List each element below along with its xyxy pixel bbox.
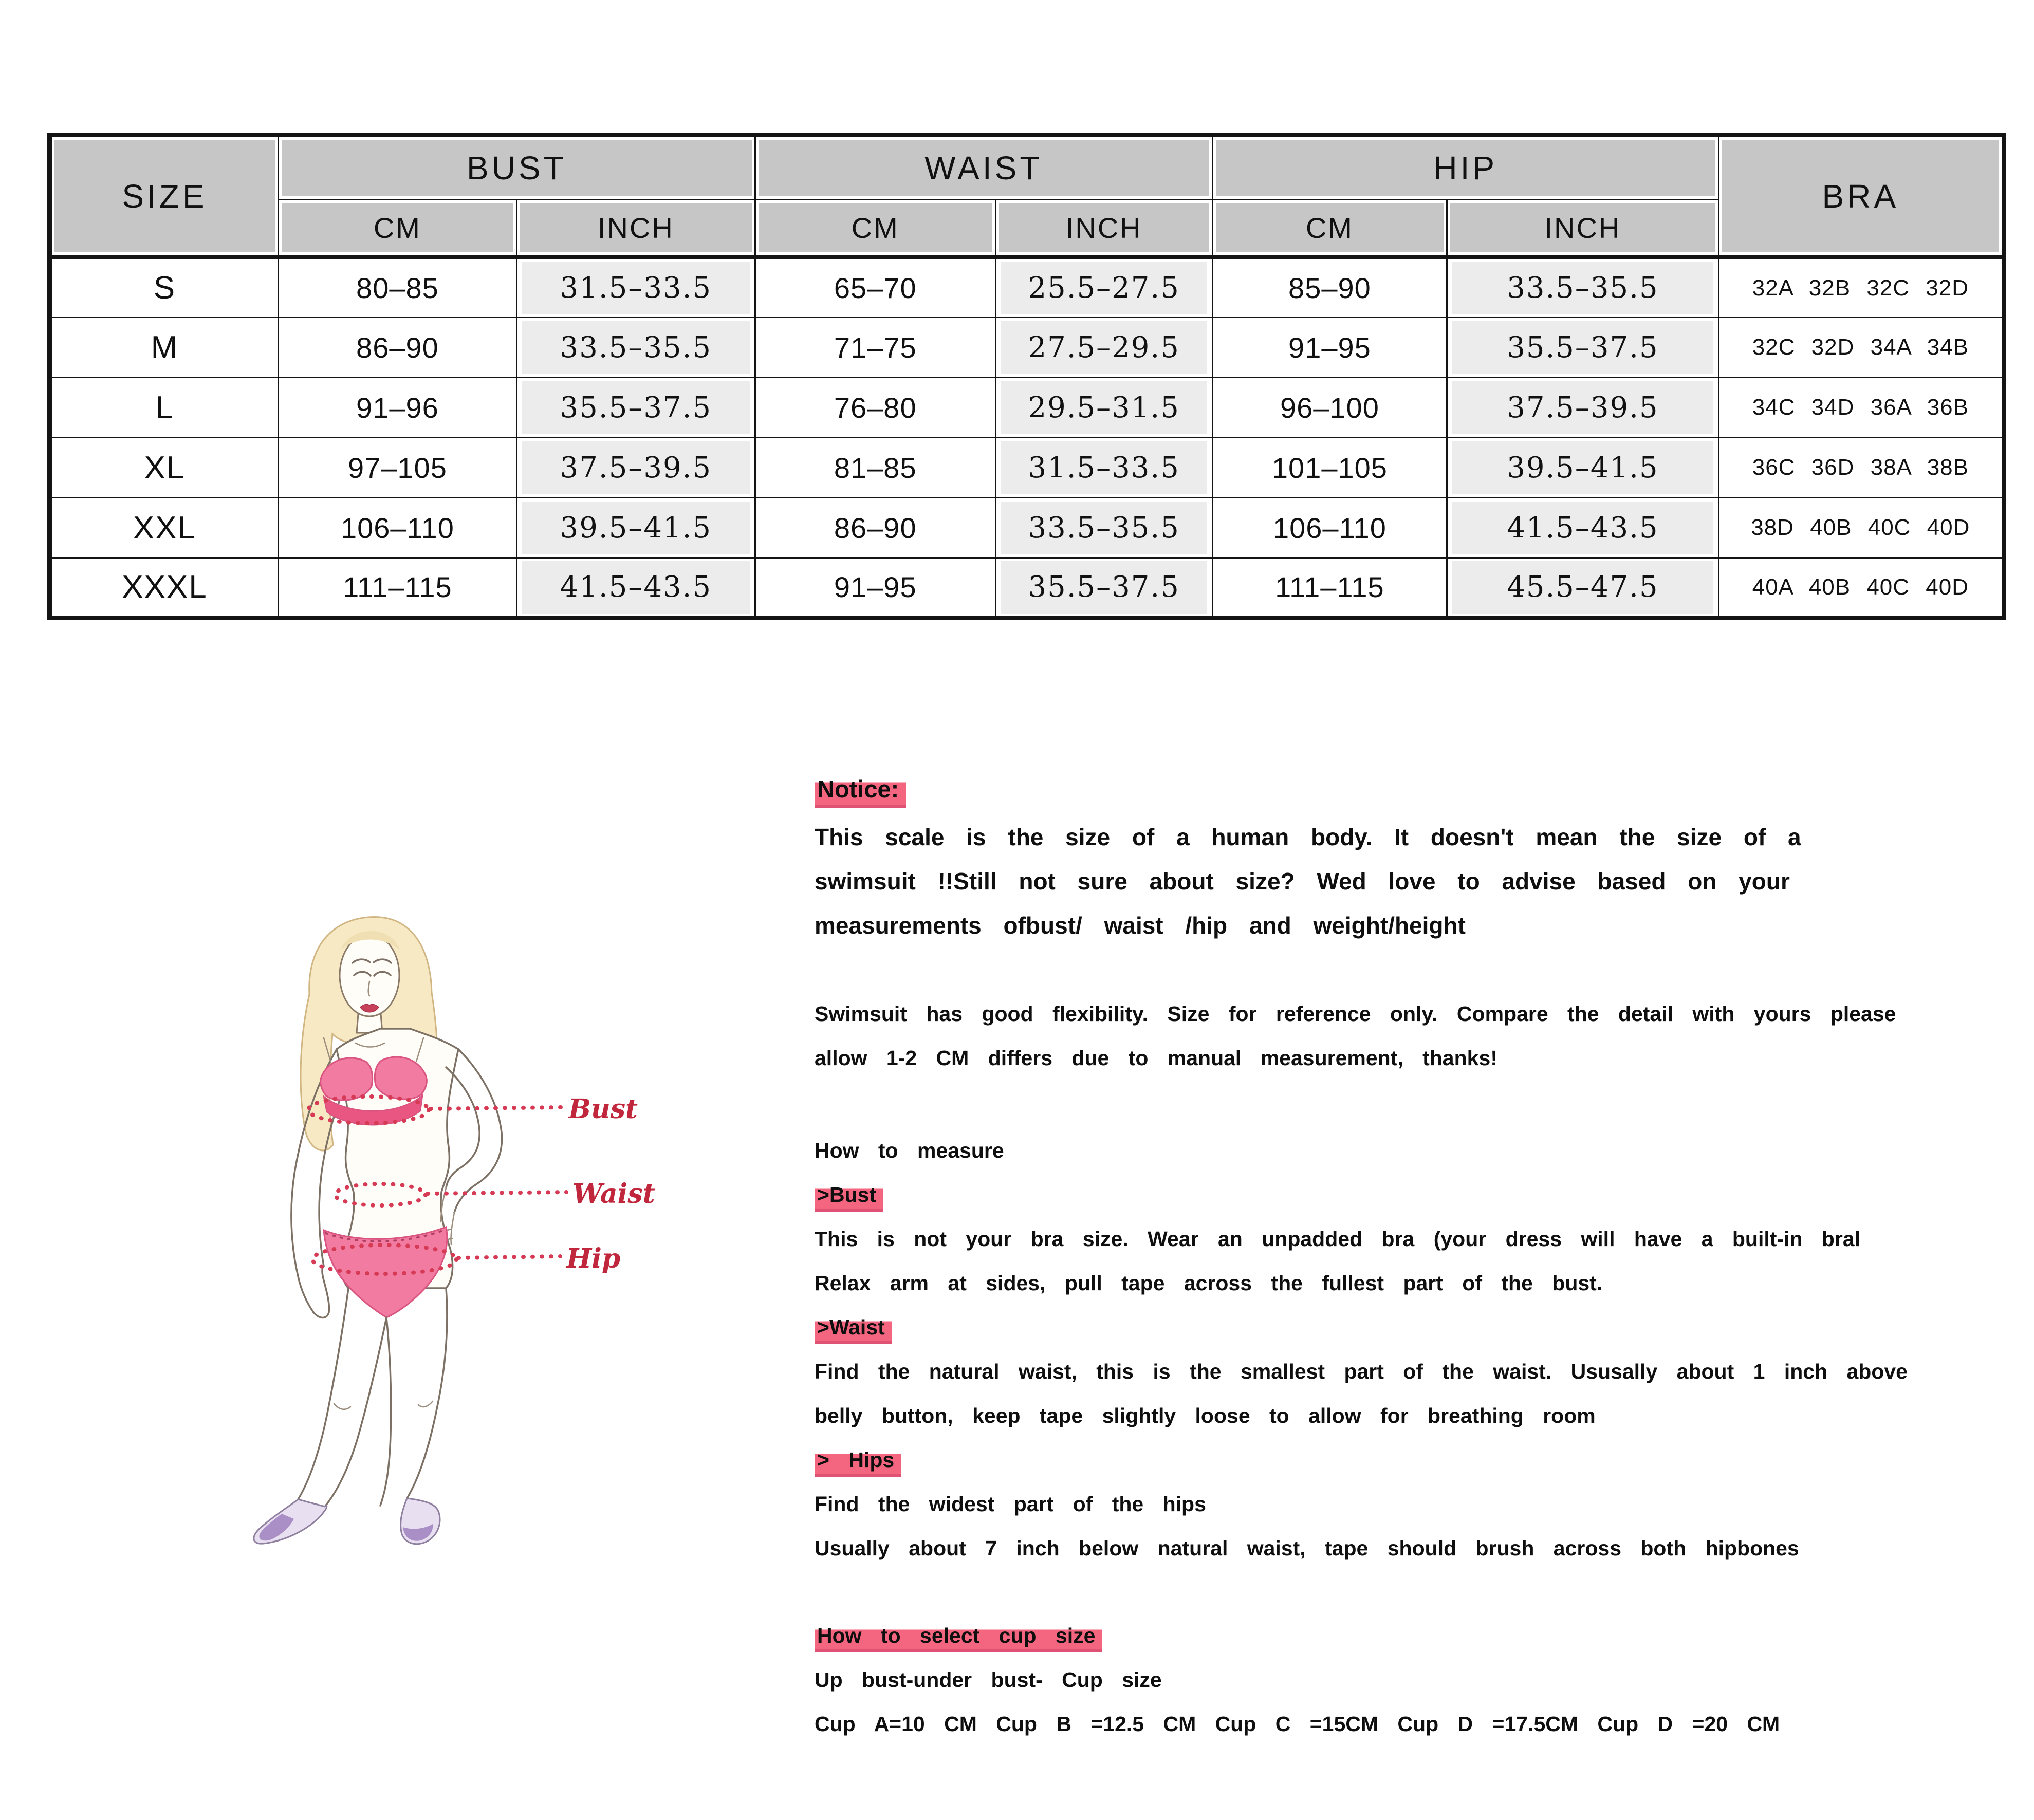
hips-heading-line	[815, 1438, 2022, 1482]
table-row	[50, 498, 2004, 558]
hip-dotted-line	[458, 1256, 560, 1258]
cup-size-heading-line	[815, 1613, 2022, 1658]
waist-label: Waist	[572, 1178, 655, 1210]
bust-inch-value: 35.5–37.5	[522, 381, 750, 434]
header-hip: HIP	[1212, 135, 1718, 200]
bra-cell: 32A 32B 32C 32D	[1718, 257, 2004, 318]
cup-size-heading: How to select cup size	[815, 1623, 1102, 1652]
bust-cm-cell: 80–85	[278, 257, 516, 318]
bust-label: Bust	[568, 1093, 638, 1125]
cup-size-text-line: Up bust-under bust- Cup size	[815, 1668, 1162, 1692]
size-cell: XXL	[50, 498, 279, 558]
notice-text-line: swimsuit !!Still not sure about size? Wed love to advise based on your	[815, 868, 1790, 895]
size-cell: XXXL	[50, 558, 279, 618]
hips-section-heading: > Hips	[815, 1447, 901, 1477]
hip-inch-value: 37.5–39.5	[1452, 381, 1713, 434]
waist-heading-line	[815, 1305, 2022, 1349]
leg-right-inner	[380, 1317, 391, 1506]
waist-inch-cell	[995, 378, 1212, 438]
leg-left-inner	[325, 1317, 386, 1507]
hip-inch-cell	[1447, 498, 1719, 558]
bra-cell: 36C 36D 38A 38B	[1718, 438, 2004, 498]
waist-inch-value: 31.5–33.5	[1001, 441, 1207, 494]
hip-inch-cell	[1447, 558, 1719, 618]
waist-inch-value: 25.5–27.5	[1001, 262, 1207, 314]
notice-text-line: measurements ofbust/ waist /hip and weight/height	[815, 912, 1466, 939]
bust-inch-cell	[516, 318, 755, 378]
bust-section-heading: >Bust	[815, 1182, 883, 1212]
waist-inch-cell	[995, 438, 1212, 498]
hip-inch-cell	[1447, 438, 1719, 498]
bra-cell: 40A 40B 40C 40D	[1718, 558, 2004, 618]
bust-cm-cell: 106–110	[278, 498, 516, 558]
table-header-row-groups	[50, 135, 2004, 200]
hip-inch-value: 41.5–43.5	[1452, 502, 1713, 554]
table-header-row-units	[50, 200, 2004, 257]
hips-text-line: Find the widest part of the hips	[815, 1492, 1206, 1516]
header-waist-cm: CM	[755, 200, 995, 257]
bra-cell: 34C 34D 36A 36B	[1718, 378, 2004, 438]
table-row	[50, 438, 2004, 498]
arm-right-outer	[454, 1049, 502, 1213]
flexibility-text-line: Swimsuit has good flexibility. Size for reference only. Compare the detail with yours please	[815, 1002, 1896, 1026]
hips-text-line: Usually about 7 inch below natural waist, tape should brush across both hipbones	[815, 1536, 1799, 1560]
hip-inch-cell	[1447, 318, 1719, 378]
hip-inch-cell	[1447, 378, 1719, 438]
header-hip-inch: INCH	[1447, 200, 1719, 257]
bust-cm-cell: 91–96	[278, 378, 516, 438]
waist-section-heading: >Waist	[815, 1314, 892, 1344]
hip-cm-cell: 111–115	[1212, 558, 1447, 618]
waist-inch-value: 27.5–29.5	[1001, 321, 1207, 374]
waist-cm-cell: 65–70	[755, 257, 995, 318]
bust-inch-value: 31.5–33.5	[522, 262, 750, 314]
header-bust-inch: INCH	[516, 200, 755, 257]
header-bust: BUST	[278, 135, 755, 200]
notice-text-line: This scale is the size of a human body. It doesn't mean the size of a	[815, 824, 1801, 850]
leg-left-outer	[298, 1288, 348, 1499]
waist-dotted-line	[428, 1192, 566, 1194]
waist-cm-cell: 76–80	[755, 378, 995, 438]
bust-inch-cell	[516, 257, 755, 318]
bust-cm-cell: 86–90	[278, 318, 516, 378]
waist-inch-cell	[995, 257, 1212, 318]
leg-right-outer	[407, 1288, 447, 1498]
table-header	[50, 135, 2004, 257]
waist-inch-cell	[995, 498, 1212, 558]
size-table	[47, 133, 2006, 620]
bust-heading-line	[815, 1173, 2022, 1217]
notice-heading: Notice:	[815, 774, 906, 808]
measurement-figure-svg	[221, 868, 683, 1711]
hip-cm-cell: 91–95	[1212, 318, 1447, 378]
bust-dotted-line	[431, 1107, 562, 1109]
table-row	[50, 378, 2004, 438]
waist-inch-value: 35.5–37.5	[1001, 561, 1207, 614]
flexibility-text-line: allow 1-2 CM differs due to manual measurement, thanks!	[815, 1046, 1497, 1070]
measurement-figure	[221, 868, 683, 1711]
knee-left	[334, 1404, 350, 1409]
bust-inch-value: 37.5–39.5	[522, 441, 750, 494]
waist-inch-value: 29.5–31.5	[1001, 381, 1207, 434]
hip-inch-value: 45.5–47.5	[1452, 561, 1713, 614]
bust-inch-cell	[516, 558, 755, 618]
header-bust-cm: CM	[278, 200, 516, 257]
header-waist-inch: INCH	[995, 200, 1212, 257]
bust-inch-cell	[516, 438, 755, 498]
how-to-measure-heading: How to measure	[815, 1139, 1004, 1162]
waist-inch-cell	[995, 318, 1212, 378]
notice-heading-line	[815, 770, 2022, 815]
hip-cm-cell: 85–90	[1212, 257, 1447, 318]
waist-text-line: belly button, keep tape slightly loose to allow for breathing room	[815, 1404, 1596, 1427]
bust-inch-cell	[516, 378, 755, 438]
bust-cm-cell: 97–105	[278, 438, 516, 498]
bra-cell: 32C 32D 34A 34B	[1718, 318, 2004, 378]
waist-cm-cell: 71–75	[755, 318, 995, 378]
waist-text-line: Find the natural waist, this is the smallest part of the waist. Ususally about 1 inch above	[815, 1360, 1908, 1383]
waist-inch-value: 33.5–35.5	[1001, 502, 1207, 554]
bust-inch-cell	[516, 498, 755, 558]
size-cell: M	[50, 318, 279, 378]
bust-text-line: This is not your bra size. Wear an unpadded bra (your dress will have a built-in bral	[815, 1227, 1861, 1251]
hip-inch-value: 35.5–37.5	[1452, 321, 1713, 374]
size-cell: L	[50, 378, 279, 438]
hip-inch-cell	[1447, 257, 1719, 318]
table-row	[50, 558, 2004, 618]
hip-cm-cell: 106–110	[1212, 498, 1447, 558]
bust-inch-value: 33.5–35.5	[522, 321, 750, 374]
size-cell: XL	[50, 438, 279, 498]
bust-inch-value: 41.5–43.5	[522, 561, 750, 614]
cup-size-text-line: Cup A=10 CM Cup B =12.5 CM Cup C =15CM Cup D =17.5CM Cup D =20 CM	[815, 1712, 1780, 1736]
bust-text-line: Relax arm at sides, pull tape across the fullest part of the bust.	[815, 1271, 1603, 1295]
waist-cm-cell: 86–90	[755, 498, 995, 558]
waist-cm-cell: 91–95	[755, 558, 995, 618]
waist-cm-cell: 81–85	[755, 438, 995, 498]
hip-inch-value: 39.5–41.5	[1452, 441, 1713, 494]
table-row	[50, 257, 2004, 318]
hip-cm-cell: 101–105	[1212, 438, 1447, 498]
hand-left	[313, 1266, 329, 1318]
bra-cell: 38D 40B 40C 40D	[1718, 498, 2004, 558]
hip-inch-value: 33.5–35.5	[1452, 262, 1713, 314]
knee-right	[418, 1401, 433, 1407]
header-size: SIZE	[50, 135, 279, 257]
table-row	[50, 318, 2004, 378]
header-bra: BRA	[1718, 135, 2004, 257]
bust-cm-cell: 111–115	[278, 558, 516, 618]
hip-cm-cell: 96–100	[1212, 378, 1447, 438]
header-waist: WAIST	[755, 135, 1212, 200]
waist-inch-cell	[995, 558, 1212, 618]
bust-inch-value: 39.5–41.5	[522, 502, 750, 554]
instructions-column	[815, 770, 2022, 1746]
hip-label: Hip	[566, 1243, 621, 1274]
header-hip-cm: CM	[1212, 200, 1447, 257]
size-cell: S	[50, 257, 279, 318]
